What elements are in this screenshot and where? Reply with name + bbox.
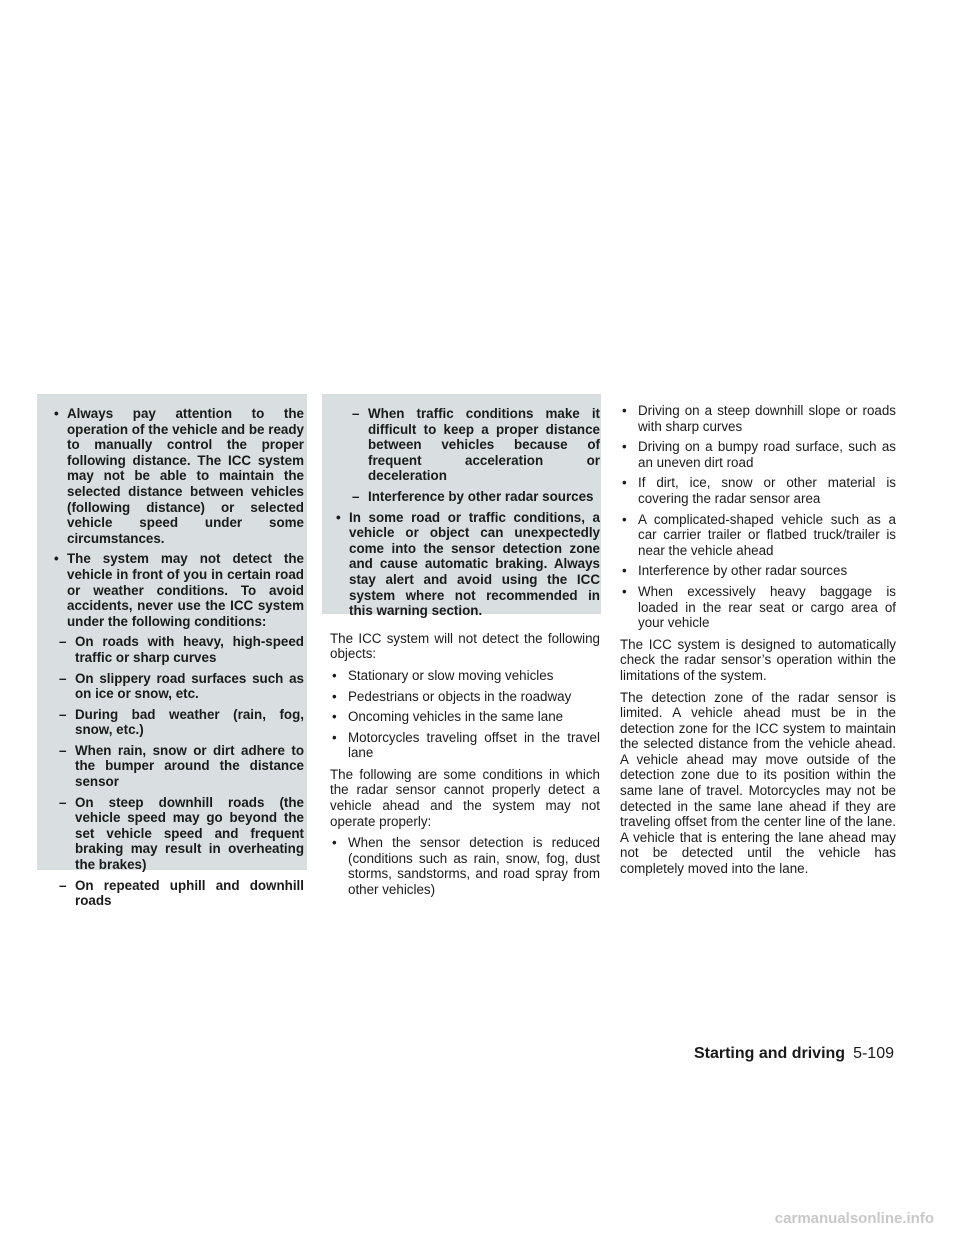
section-title: Starting and driving (693, 1045, 846, 1062)
list-item: • A complicated-shaped vehicle such as a car carrier trailer or flatbed truck/trailer is near the vehicle ahead (622, 511, 896, 558)
paragraph-detection-zone: The detection zone of the radar sensor is limited. A vehicle ahead must be in the detection zone for the ICC system to maintain the selected distance from the vehicle ahead. A vehicle ahead may move outside of the detection zone due to its position within the same lane of travel. Motorcycles may not be detected in the same lane ahead if they are traveling offset from the center line of the lane. A vehicle that is entering the lane ahead may not be detected until the vehicle has completely moved into the lane. (620, 689, 896, 877)
paragraph-conditions: The following are some conditions in which the radar sensor cannot properly detect a vehicle ahead and the system may not operate properly: (330, 766, 600, 829)
watermark: carmanualsonline.info (774, 1210, 934, 1227)
column-1 (48, 406, 304, 914)
warning-item: • Always pay attention to the operation of the vehicle and be ready to manually control the proper following distance. The ICC system may not be able to maintain the selected distance between vehicles (following distance) or selected vehicle speed under some circumstances. (54, 406, 304, 546)
condition-item: – During bad weather (rain, fog, snow, etc.) (59, 706, 304, 738)
condition-item: – On steep downhill roads (the vehicle speed may go beyond the set vehicle speed and frequent braking may result in overheating the brakes) (59, 794, 304, 873)
condition-item: – On repeated uphill and downhill roads (59, 877, 304, 909)
list-item: • When excessively heavy baggage is loaded in the rear seat or cargo area of your vehicle (622, 583, 896, 631)
condition-item: – When rain, snow or dirt adhere to the bumper around the distance sensor (59, 742, 304, 790)
page-number: 5-109 (853, 1045, 894, 1062)
condition-item: – Interference by other radar sources (352, 488, 594, 504)
column-3 (620, 403, 896, 883)
list-item: • When the sensor detection is reduced (conditions such as rain, snow, fog, dust storms, sandstorms, and road spray from other vehicles) (332, 835, 600, 898)
list-item: • Driving on a bumpy road surface, such as an uneven dirt road (622, 439, 896, 470)
condition-item: – On slippery road surfaces such as on ice or snow, etc. (59, 670, 304, 702)
list-item: • Interference by other radar sources (622, 563, 848, 579)
warning-item: • The system may not detect the vehicle in front of you in certain road or weather conditions. To avoid accidents, never use the ICC system under the following conditions: (54, 551, 304, 629)
list-item: • Oncoming vehicles in the same lane (332, 709, 564, 725)
list-item: • Pedestrians or objects in the roadway (332, 688, 572, 704)
condition-item: – On roads with heavy, high-speed traffic or sharp curves (59, 634, 304, 665)
page-footer (694, 1045, 894, 1063)
list-item: • Motorcycles traveling offset in the travel lane (332, 729, 600, 761)
paragraph-designed: The ICC system is designed to automatically check the radar sensor’s operation within the limitations of the system. (620, 636, 896, 683)
list-item: • If dirt, ice, snow or other material is covering the radar sensor area (622, 475, 896, 506)
condition-item: – When traffic conditions make it difficult to keep a proper distance between vehicles because of frequent acceleration or deceleration (352, 406, 600, 484)
column-2 (330, 406, 600, 903)
warning-item: • In some road or traffic conditions, a vehicle or object can unexpectedly come into the sensor detection zone and cause automatic braking. Always stay alert and avoid using the ICC system where not recommended in this warning section. (336, 509, 600, 619)
list-item: • Driving on a steep downhill slope or roads with sharp curves (622, 403, 896, 434)
paragraph-not-detect: The ICC system will not detect the following objects: (330, 630, 600, 662)
list-item: • Stationary or slow moving vehicles (332, 667, 554, 683)
